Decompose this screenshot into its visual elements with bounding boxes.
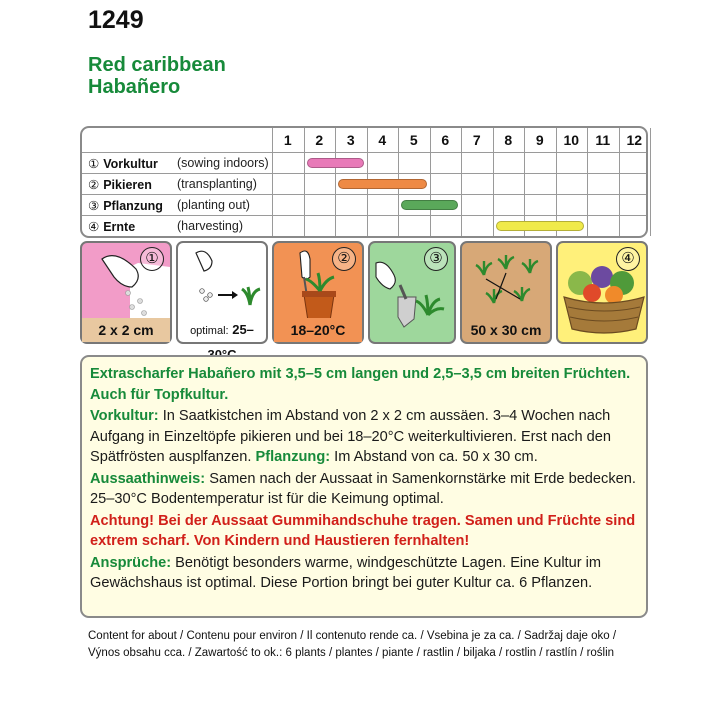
variety-subtitle: Habañero [88, 76, 181, 98]
safety-warning: Achtung! Bei der Aussaat Gummihandschuhe tragen. Samen und Früchte sind extrem scharf. Von Kindern und Haustieren fernhalten! [90, 512, 636, 549]
month-2: 2 [315, 132, 324, 148]
step-marker: ② [88, 178, 100, 192]
optimal-temp: 25– [232, 322, 254, 337]
panel-plant-spacing [460, 241, 552, 344]
calendar-row-vorkultur [82, 152, 646, 173]
description-box [80, 355, 648, 618]
calendar-bar-pikieren [338, 179, 427, 189]
contents-line-1: Content for about / Contenu pour environ / Il contenuto rende ca. / Vsebina je za ca. / Sadržaj daje oko / [88, 630, 617, 642]
month-6: 6 [441, 132, 450, 148]
panel-caption-spacing: 2 x 2 cm [82, 318, 170, 342]
aussaat-label: Aussaathinweis: [90, 470, 206, 487]
month-4: 4 [378, 132, 387, 148]
step-4-badge: ④ [616, 247, 640, 271]
step-translation: (sowing indoors) [177, 156, 269, 170]
panel-caption-plant-distance: 50 x 30 cm [470, 322, 542, 338]
month-7: 7 [472, 132, 481, 148]
calendar-row-label [88, 198, 163, 213]
calendar-row-label [88, 219, 135, 234]
aussaat-paragraph [90, 469, 638, 510]
month-5: 5 [409, 132, 418, 148]
vorkultur-text: In Saatkistchen im Abstand von 2 x 2 cm aussäen. 3–4 Wochen nach Aufgang in Einzeltöpfe pikieren und bei 18–20°C weiterkultivieren. Erst nach den Spätfrösten ausplfanzen. [90, 408, 611, 465]
calendar-bar-pflanzung [401, 200, 458, 210]
germination-icon [178, 243, 270, 323]
panel-planting-out [368, 241, 456, 344]
panel-harvest [556, 241, 648, 344]
panel-caption-growing-temp: 18–20°C [274, 318, 362, 342]
step-marker: ③ [88, 199, 100, 213]
step-marker: ④ [88, 220, 100, 234]
panel-sowing [80, 241, 172, 344]
step-2-badge: ② [332, 247, 356, 271]
sowing-calendar [80, 126, 648, 238]
calendar-row-ernte [82, 215, 646, 236]
contents-line-2: Výnos obsahu cca. / Zawartość to ok.: 6 plants / plantes / piante / rastlin / biljaka / rostlin / rastlín / roślin [88, 647, 615, 659]
month-12: 12 [626, 132, 643, 148]
aussaat-text: Samen nach der Aussaat in Samenkornstärke mit Erde bedecken. 25–30°C Bodentemperatur ist für die Keimung optimal. [90, 470, 636, 507]
pflanzung-label: Pflanzung: [255, 449, 331, 465]
panel-germination [176, 241, 268, 344]
ansprueche-label: Ansprüche: [90, 554, 172, 571]
ansprueche-text: Benötigt besonders warme, windgeschützte Lagen. Eine Kultur im Gewächshaus ist optimal. Diese Portion bringt bei guter Kultur ca. 6 Pflanzen. [90, 554, 602, 591]
step-label: Ernte [103, 220, 136, 234]
calendar-row-pikieren [82, 173, 646, 194]
vorkultur-paragraph [90, 406, 638, 468]
month-3: 3 [346, 132, 355, 148]
calendar-bar-ernte [496, 221, 585, 231]
calendar-row-label [88, 156, 158, 171]
vorkultur-label: Vorkultur: [90, 408, 159, 424]
month-1: 1 [283, 132, 292, 148]
plant-spacing-icon [462, 243, 554, 323]
variety-title: Red caribbean [88, 54, 226, 76]
month-10: 10 [563, 132, 580, 148]
panel-pricking [272, 241, 364, 344]
step-label: Pflanzung [103, 199, 163, 213]
step-translation: (harvesting) [177, 219, 243, 233]
calendar-gridline [650, 128, 651, 236]
step-label: Vorkultur [103, 157, 158, 171]
step-marker: ① [88, 157, 100, 171]
description-intro: Extrascharfer Habañero mit 3,5–5 cm langen und 2,5–3,5 cm breiten Früchten. Auch für Topfkultur. [90, 366, 631, 403]
month-9: 9 [535, 132, 544, 148]
instruction-panels [80, 241, 648, 344]
month-11: 11 [595, 132, 611, 148]
step-translation: (transplanting) [177, 177, 257, 191]
step-1-badge: ① [140, 247, 164, 271]
step-label: Pikieren [103, 178, 152, 192]
calendar-row-pflanzung [82, 194, 646, 215]
contents-footer [88, 628, 616, 662]
calendar-bar-vorkultur [307, 158, 364, 168]
optimal-prefix: optimal: [190, 325, 229, 337]
month-8: 8 [504, 132, 513, 148]
variety-code: 1249 [88, 6, 144, 34]
panel-caption-germination-temp [178, 318, 266, 342]
pflanzung-text: Im Abstand von ca. 50 x 30 cm. [330, 449, 538, 465]
step-3-badge: ③ [424, 247, 448, 271]
calendar-row-label [88, 177, 152, 192]
ansprueche-paragraph [90, 553, 638, 594]
step-translation: (planting out) [177, 198, 250, 212]
